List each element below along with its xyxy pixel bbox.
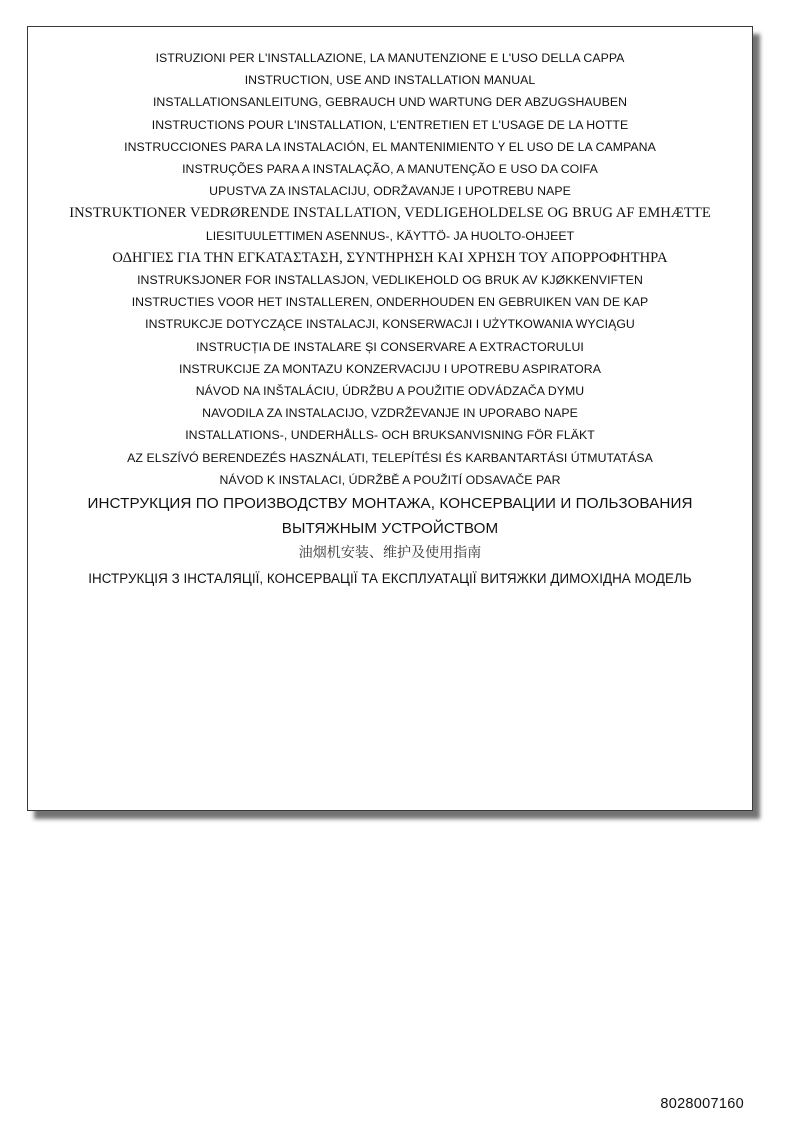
title-swedish: INSTALLATIONS-, UNDERHÅLLS- OCH BRUKSANVISNING FÖR FLÄKT [185, 428, 595, 443]
title-finnish: LIESITUULETTIMEN ASENNUS-, KÄYTTÖ- JA HUOLTO-OHJEET [205, 228, 575, 243]
title-dutch: INSTRUCTIES VOOR HET INSTALLEREN, ONDERHOUDEN EN GEBRUIKEN VAN DE KAP [131, 295, 649, 310]
title-norwegian: INSTRUKSJONER FOR INSTALLASJON, VEDLIKEHOLD OG BRUK AV KJØKKENVIFTEN [137, 273, 643, 288]
title-italian: ISTRUZIONI PER L'INSTALLAZIONE, LA MANUTENZIONE E L'USO DELLA CAPPA [155, 51, 625, 65]
title-ukrainian: ІНСТРУКЦІЯ З ІНСТАЛЯЦІЇ, КОНСЕРВАЦІЇ ТА ЕКСПЛУАТАЦІЇ ВИТЯЖКИ ДИМОХІДНА МОДЕЛЬ [88, 571, 692, 587]
title-hungarian: AZ ELSZÍVÓ BERENDEZÉS HASZNÁLATI, TELEPÍTÉSI ÉS KARBANTARTÁSI ÚTMUTATÁSA [127, 450, 653, 465]
title-romanian: INSTRUCȚIA DE INSTALARE ȘI CONSERVARE A EXTRACTORULUI [196, 339, 584, 354]
title-czech: NÁVOD K INSTALACI, ÚDRŽBĚ A POUŽITÍ ODSAVAČE PAR [219, 472, 561, 487]
title-polish: INSTRUKCJE DOTYCZĄCE INSTALACJI, KONSERWACJI I UŻYTKOWANIA WYCIĄGU [145, 317, 635, 332]
title-slovenian: NAVODILA ZA INSTALACIJO, VZDRŽEVANJE IN UPORABO NAPE [202, 406, 578, 421]
title-spanish: INSTRUCCIONES PARA LA INSTALACIÓN, EL MANTENIMIENTO Y EL USO DE LA CAMPANA [124, 139, 656, 154]
title-chinese: 油烟机安装、维护及使用指南 [298, 545, 482, 562]
title-portuguese: INSTRUÇÕES PARA A INSTALAÇÃO, A MANUTENÇÃO E USO DA COIFA [182, 162, 598, 177]
title-russian-line-2: ВЫТЯЖНЫМ УСТРОЙСТВОМ [281, 520, 499, 538]
manual-title-box [27, 26, 753, 811]
title-russian-line-1: ИНСТРУКЦИЯ ПО ПРОИЗВОДСТВУ МОНТАЖА, КОНСЕРВАЦИИ И ПОЛЬЗОВАНИЯ [87, 495, 693, 513]
title-list [28, 47, 752, 593]
title-slovak: NÁVOD NA INŠTALÁCIU, ÚDRŽBU A POUŽITIE ODVÁDZAČA DYMU [195, 384, 585, 399]
document-code: 8028007160 [660, 1096, 744, 1112]
title-croatian: UPUSTVA ZA INSTALACIJU, ODRŽAVANJE I UPOTREBU NAPE [209, 184, 571, 199]
title-danish: INSTRUKTIONER VEDRØRENDE INSTALLATION, VEDLIGEHOLDELSE OG BRUG AF EMHÆTTE [69, 205, 711, 222]
title-bosnian: INSTRUKCIJE ZA MONTAZU KONZERVACIJU I UPOTREBU ASPIRATORA [179, 361, 601, 376]
title-french: INSTRUCTIONS POUR L'INSTALLATION, L'ENTRETIEN ET L'USAGE DE LA HOTTE [151, 117, 629, 132]
title-greek: ΟΔΗΓΙΕΣ ΓΙΑ ΤΗΝ ΕΓΚΑΤΑΣΤΑΣΗ, ΣΥΝΤΗΡΗΣΗ ΚΑΙ ΧΡΗΣΗ ΤΟΥ ΑΠΟΡΡΟΦΗΤΗΡΑ [112, 249, 668, 266]
title-german: INSTALLATIONSANLEITUNG, GEBRAUCH UND WARTUNG DER ABZUGSHAUBEN [152, 95, 628, 110]
title-english: INSTRUCTION, USE AND INSTALLATION MANUAL [244, 73, 536, 88]
